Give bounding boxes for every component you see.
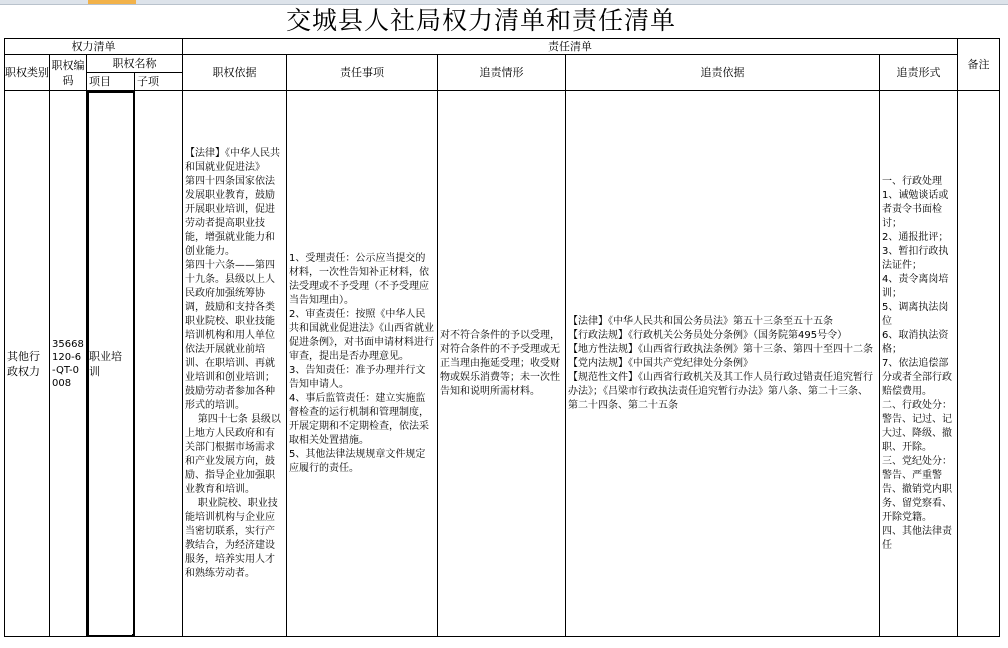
cell-basis[interactable]: 【法律】《中华人民共和国就业促进法》 第四十四条国家依法发展职业教育，鼓励开展职业培训，促进劳动者提高职业技能，增强就业能力和创业能力。 第四十六条——第四十九条。县级以上人民政府加强统筹协调，鼓励和支持各类职业院校、职业技能培训机构和用人单位依法开展就业前培训、在职培训、再就业培训和创业培训；鼓励劳动者参加各种形式的培训。 第四十七条 县级以上地方人民政府和有关部门根据市场需求和产业发展方向，鼓励、指导企业加强职业教育和培训。 职业院校、职业技能培训机构与企业应当密切联系，实行产教结合，为经济建设服务，培养实用人才和熟练劳动者。 [183,91,287,637]
cell-duties[interactable]: 1、受理责任：公示应当提交的材料，一次性告知补正材料，依法受理或不予受理（不予受理应当告知理由）。 2、审查责任：按照《中华人民共和国就业促进法》《山西省就业促进条例》，对书面申请材料进行审查，提出是否办理意见。 3、告知责任：准予办理并行文告知申请人。 4、事后监管责任：建立实施监督检查的运行机制和管理制度，开展定期和不定期检查，依法采取相关处置措施。 5、其他法律法规规章文件规定应履行的责任。 [287,91,438,637]
header-item: 项目 [87,73,135,91]
header-code: 职权编码 [50,55,87,91]
cell-remarks[interactable] [958,91,1000,637]
selected-tab-marker [88,0,136,4]
header-category: 职权类别 [5,55,50,91]
header-basis: 职权依据 [183,55,287,91]
fill-handle[interactable] [132,634,135,637]
header-accountability-cases: 追责情形 [438,55,566,91]
header-name: 职权名称 [87,55,183,73]
table-row [5,91,1000,637]
ribbon-strip [0,0,1008,5]
cell-category[interactable]: 其他行政权力 [5,91,50,637]
header-responsibility-list: 责任清单 [183,39,958,55]
header-power-list: 权力清单 [5,39,183,55]
cell-accountability-basis[interactable]: 【法律】《中华人民共和国公务员法》第五十三条至五十五条 【行政法规】《行政机关公务员处分条例》（国务院第495号令） 【地方性法规】《山西省行政执法条例》第十三条、第四十至四十二条 【党内法规】《中国共产党纪律处分条例》 【规范性文件】《山西省行政机关及其工作人员行政过错责任追究暂行办法》；《吕梁市行政执法责任追究暂行办法》第八条、第二十三条、第二十四条、第二十五条 [566,91,880,637]
header-remarks: 备注 [958,39,1000,91]
cell-accountability-cases[interactable]: 对不符合条件的予以受理，对符合条件的不予受理或无正当理由拖延受理；收受财物或娱乐消费等；未一次性告知和说明所需材料。 [438,91,566,637]
header-duties: 责任事项 [287,55,438,91]
page-title: 交城县人社局权力清单和责任清单 [285,6,676,35]
power-responsibility-table [4,38,1000,637]
header-accountability-basis: 追责依据 [566,55,880,91]
cell-accountability-forms[interactable]: 一、行政处理 1、诫勉谈话或者责令书面检讨； 2、通报批评； 3、暂扣行政执法证件； 4、责令离岗培训； 5、调离执法岗位 6、取消执法资格； 7、依法追偿部分或者全部行政赔偿费用。 二、行政处分：警告、记过、记大过、降级、撤职、开除。 三、党纪处分：警告、严重警告、撤销党内职务、留党察看、开除党籍。 四、其他法律责任 [880,91,958,637]
header-subitem: 子项 [135,73,183,91]
cell-subitem[interactable] [135,91,183,637]
cell-code[interactable]: 35668120-6-QT-0008 [50,91,87,637]
header-accountability-forms: 追责形式 [880,55,958,91]
cell-item-selected[interactable]: 职业培训 [87,91,135,637]
